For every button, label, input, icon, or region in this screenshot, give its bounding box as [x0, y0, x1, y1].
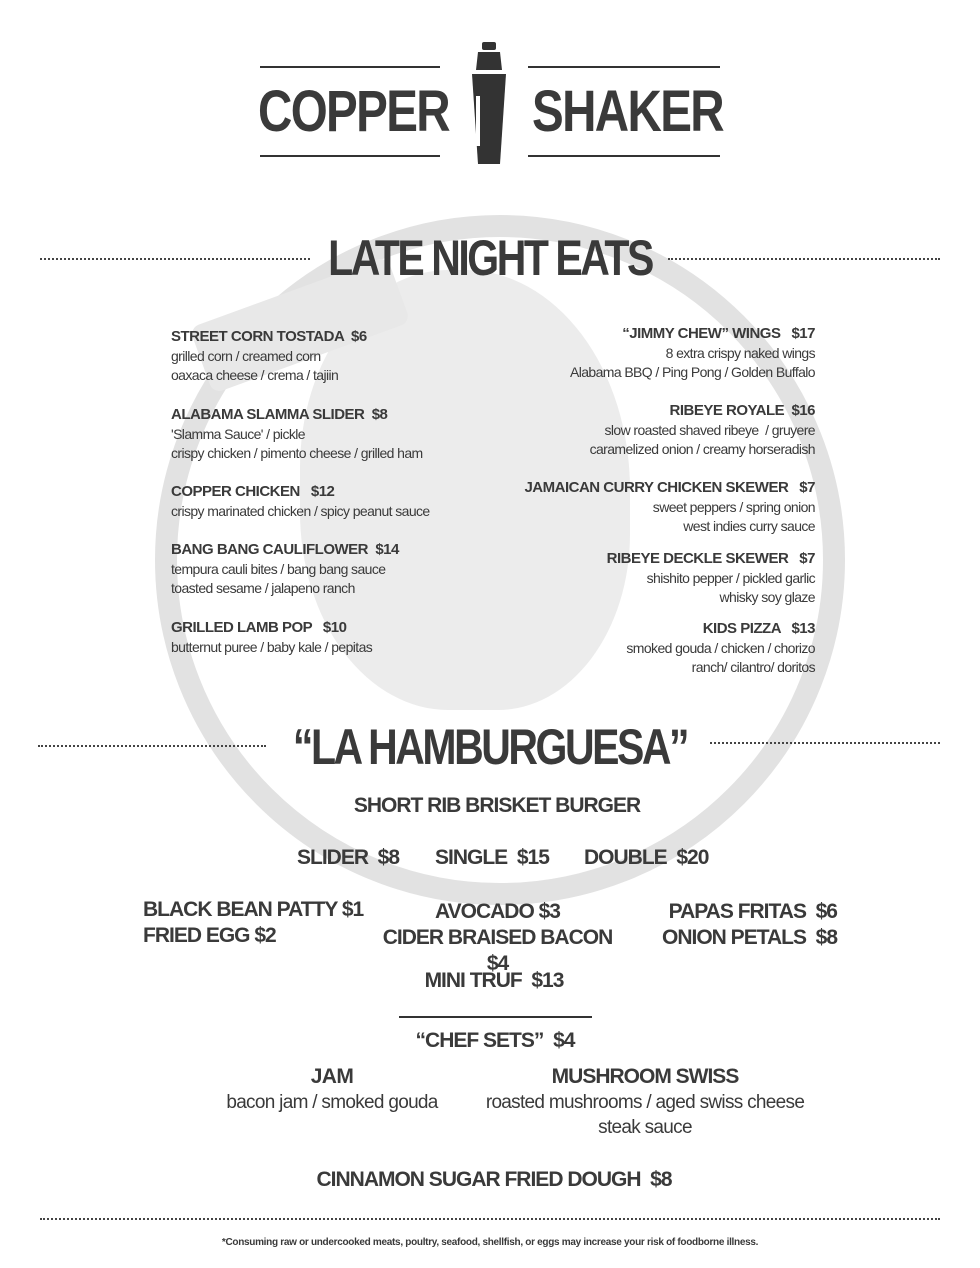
- menu-item-name: COPPER CHICKEN $12: [171, 483, 335, 500]
- logo-copper: COPPER: [258, 79, 450, 144]
- chef-set-jam: [222, 1064, 442, 1115]
- menu-item: [171, 482, 501, 521]
- menu-item: [455, 549, 815, 607]
- menu-item-name: ALABAMA SLAMMA SLIDER $8: [171, 406, 388, 423]
- menu-item: [171, 618, 501, 657]
- footer-divider: [40, 1218, 940, 1220]
- menu-item-name: JAMAICAN CURRY CHICKEN SKEWER $7: [524, 479, 815, 496]
- burger-subtitle: SHORT RIB BRISKET BURGER: [353, 794, 641, 817]
- right-menu-column: [455, 324, 815, 677]
- menu-item-name: RIBEYE ROYALE $16: [669, 402, 815, 419]
- menu-item-name: “JIMMY CHEW” WINGS $17: [622, 325, 815, 342]
- chef-sets-rule: [399, 1016, 592, 1018]
- chef-sets-heading: “CHEF SETS” $4: [415, 1029, 575, 1052]
- menu-item: [171, 327, 501, 385]
- menu-item: [455, 478, 815, 536]
- section-title-la-hamburguesa: “LA HAMBURGUESA”: [292, 719, 688, 775]
- size-double: DOUBLE $20: [584, 846, 709, 869]
- addon-bacon: CIDER BRAISED BACON $4: [382, 926, 613, 975]
- dessert-item: CINNAMON SUGAR FRIED DOUGH $8: [316, 1168, 672, 1191]
- addon-black-bean: BLACK BEAN PATTY $1: [143, 898, 364, 921]
- logo-shaker: SHAKER: [532, 79, 723, 144]
- mushroom-desc-1: roasted mushrooms / aged swiss cheese: [485, 1092, 805, 1113]
- menu-item-description: crispy marinated chicken / spicy peanut sauce: [171, 503, 430, 519]
- menu-item: [171, 540, 501, 598]
- menu-item-description: grilled corn / creamed corn: [171, 348, 321, 364]
- jam-name: JAM: [310, 1065, 354, 1088]
- menu-item-description: butternut puree / baby kale / pepitas: [171, 639, 373, 655]
- size-slider: SLIDER $8: [297, 846, 400, 869]
- section-title-late-night-eats: LATE NIGHT EATS: [328, 230, 652, 286]
- menu-item-description: sweet peppers / spring onion: [652, 499, 815, 515]
- menu-item-name: KIDS PIZZA $13: [702, 620, 815, 637]
- addon-avocado: AVOCADO $3: [435, 900, 560, 923]
- menu-item: [171, 405, 501, 463]
- menu-item-description: oaxaca cheese / crema / tajiin: [171, 367, 339, 383]
- menu-item-name: STREET CORN TOSTADA $6: [171, 328, 367, 345]
- menu-item-description: tempura cauli bites / bang bang sauce: [171, 561, 386, 577]
- menu-item-description: crispy chicken / pimento cheese / grilled ham: [171, 445, 423, 461]
- menu-item-description: smoked gouda / chicken / chorizo: [626, 640, 815, 656]
- chef-set-mushroom-swiss: [480, 1064, 810, 1140]
- addon-fried-egg: FRIED EGG $2: [143, 924, 276, 947]
- menu-item-description: ranch/ cilantro/ doritos: [691, 659, 815, 675]
- menu-item-description: 'Slamma Sauce' / pickle: [171, 426, 305, 442]
- menu-item-description: toasted sesame / jalapeno ranch: [171, 580, 355, 596]
- menu-item-description: caramelized onion / creamy horseradish: [589, 441, 815, 457]
- size-single: SINGLE $15: [435, 846, 549, 869]
- menu-item-description: shishito pepper / pickled garlic: [646, 570, 815, 586]
- side-onion-petals: ONION PETALS $8: [662, 926, 837, 949]
- menu-item-description: 8 extra crispy naked wings: [665, 345, 815, 361]
- menu-item-description: west indies curry sauce: [683, 518, 815, 534]
- menu-item: [455, 619, 815, 677]
- menu-item: [455, 401, 815, 459]
- menu-item-description: whisky soy glaze: [719, 589, 815, 605]
- menu-item-name: BANG BANG CAULIFLOWER $14: [171, 541, 399, 558]
- side-papas-fritas: PAPAS FRITAS $6: [668, 900, 837, 923]
- mushroom-desc-2: steak sauce: [598, 1117, 692, 1138]
- menu-item-name: GRILLED LAMB POP $10: [171, 619, 347, 636]
- cocktail-shaker-icon: [466, 42, 512, 166]
- addons-left: [143, 897, 363, 949]
- menu-item-description: slow roasted shaved ribeye / gruyere: [604, 422, 815, 438]
- addons-center: [370, 899, 625, 977]
- menu-item-description: Alabama BBQ / Ping Pong / Golden Buffalo: [569, 364, 815, 380]
- menu-item-name: RIBEYE DECKLE SKEWER $7: [606, 550, 815, 567]
- left-menu-column: [171, 327, 501, 657]
- food-safety-disclaimer: *Consuming raw or undercooked meats, poultry, seafood, shellfish, or eggs may increase your risk of foodborne illness.: [221, 1237, 759, 1248]
- addons-right: [662, 899, 837, 951]
- jam-desc: bacon jam / smoked gouda: [226, 1092, 438, 1113]
- mini-truf: MINI TRUF $13: [424, 969, 564, 992]
- mushroom-name: MUSHROOM SWISS: [551, 1065, 739, 1088]
- menu-item: [455, 324, 815, 382]
